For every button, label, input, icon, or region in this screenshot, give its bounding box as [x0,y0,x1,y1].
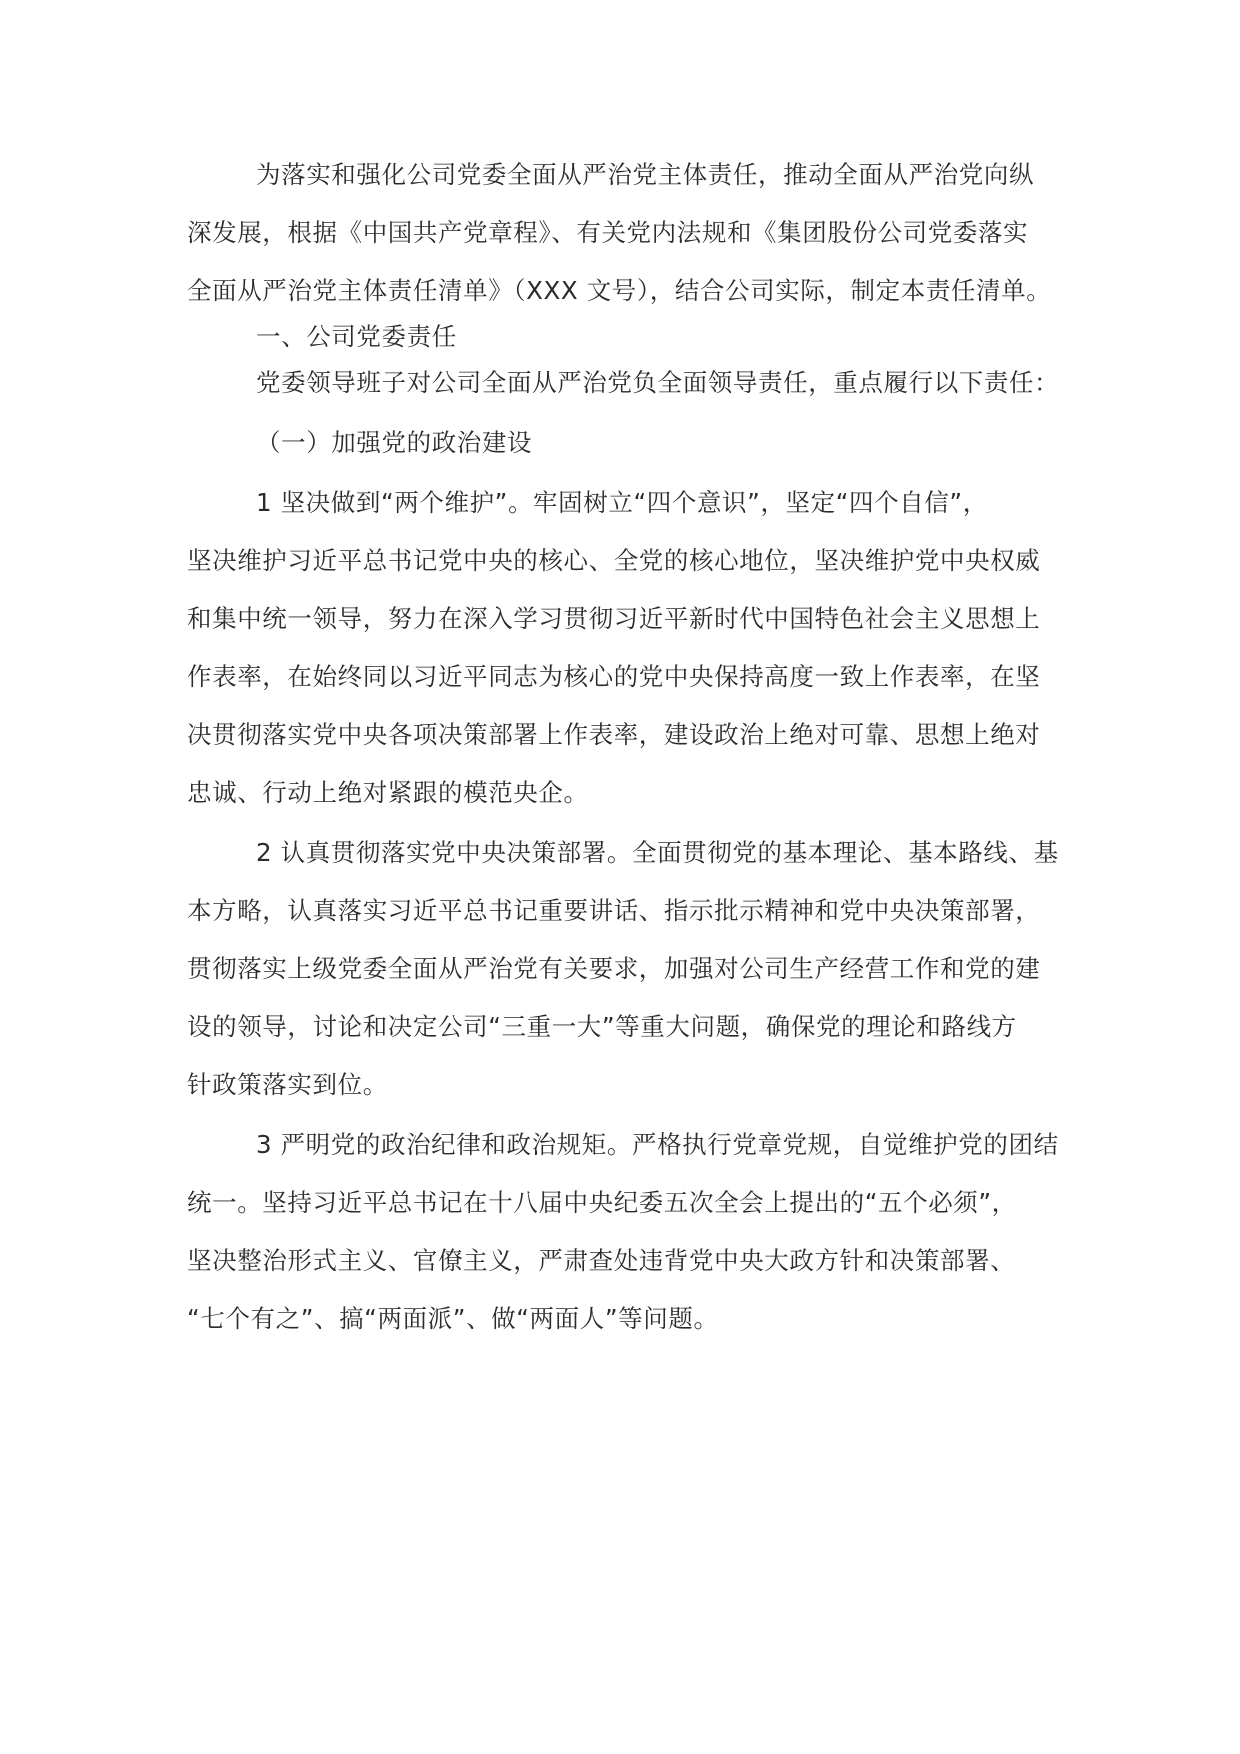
item-1-line-5: 决贯彻落实党中央各项决策部署上作表率，建设政治上绝对可靠、思想上绝对 [187,720,1041,749]
item-3-line-3: 坚决整治形式主义、官僚主义，严肃查处违背党中央大政方针和决策部署、 [187,1246,1016,1275]
item-1-line-3: 和集中统一领导，努力在深入学习贯彻习近平新时代中国特色社会主义思想上 [187,604,1041,633]
item-2-line-2: 本方略，认真落实习近平总书记重要讲话、指示批示精神和党中央决策部署， [187,896,1041,925]
item-2-line-3: 贯彻落实上级党委全面从严治党有关要求，加强对公司生产经营工作和党的建 [187,954,1041,983]
intro-line-3: 全面从严治党主体责任清单》（XXX 文号），结合公司实际，制定本责任清单。 [187,276,1052,305]
subsection-heading: （一）加强党的政治建设 [256,428,533,457]
item-2-line-4: 设的领导，讨论和决定公司“三重一大”等重大问题，确保党的理论和路线方 [187,1012,1017,1041]
item-1-line-6: 忠诚、行动上绝对紧跟的模范央企。 [187,778,589,807]
intro-line-2: 深发展，根据《中国共产党章程》、有关党内法规和《集团股份公司党委落实 [187,218,1029,247]
item-3-line-1: 3 严明党的政治纪律和政治规矩。严格执行党章党规，自觉维护党的团结 [256,1130,1059,1159]
item-3-line-2: 统一。坚持习近平总书记在十八届中央纪委五次全会上提出的“五个必须”， [187,1188,1017,1217]
intro-line-1: 为落实和强化公司党委全面从严治党主体责任，推动全面从严治党向纵 [256,160,1035,189]
item-1-line-2: 坚决维护习近平总书记党中央的核心、全党的核心地位，坚决维护党中央权威 [187,546,1041,575]
item-2-line-5: 针政策落实到位。 [187,1070,388,1099]
item-1-line-4: 作表率，在始终同以习近平同志为核心的党中央保持高度一致上作表率，在坚 [187,662,1041,691]
item-1-line-1: 1 坚决做到“两个维护”。牢固树立“四个意识”，坚定“四个自信”， [256,488,988,517]
section-intro: 党委领导班子对公司全面从严治党负全面领导责任，重点履行以下责任： [256,368,1060,397]
item-2-line-1: 2 认真贯彻落实党中央决策部署。全面贯彻党的基本理论、基本路线、基 [256,838,1059,867]
item-3-line-4: “七个有之”、搞“两面派”、做“两面人”等问题。 [187,1304,719,1333]
section-heading: 一、公司党委责任 [256,322,457,351]
